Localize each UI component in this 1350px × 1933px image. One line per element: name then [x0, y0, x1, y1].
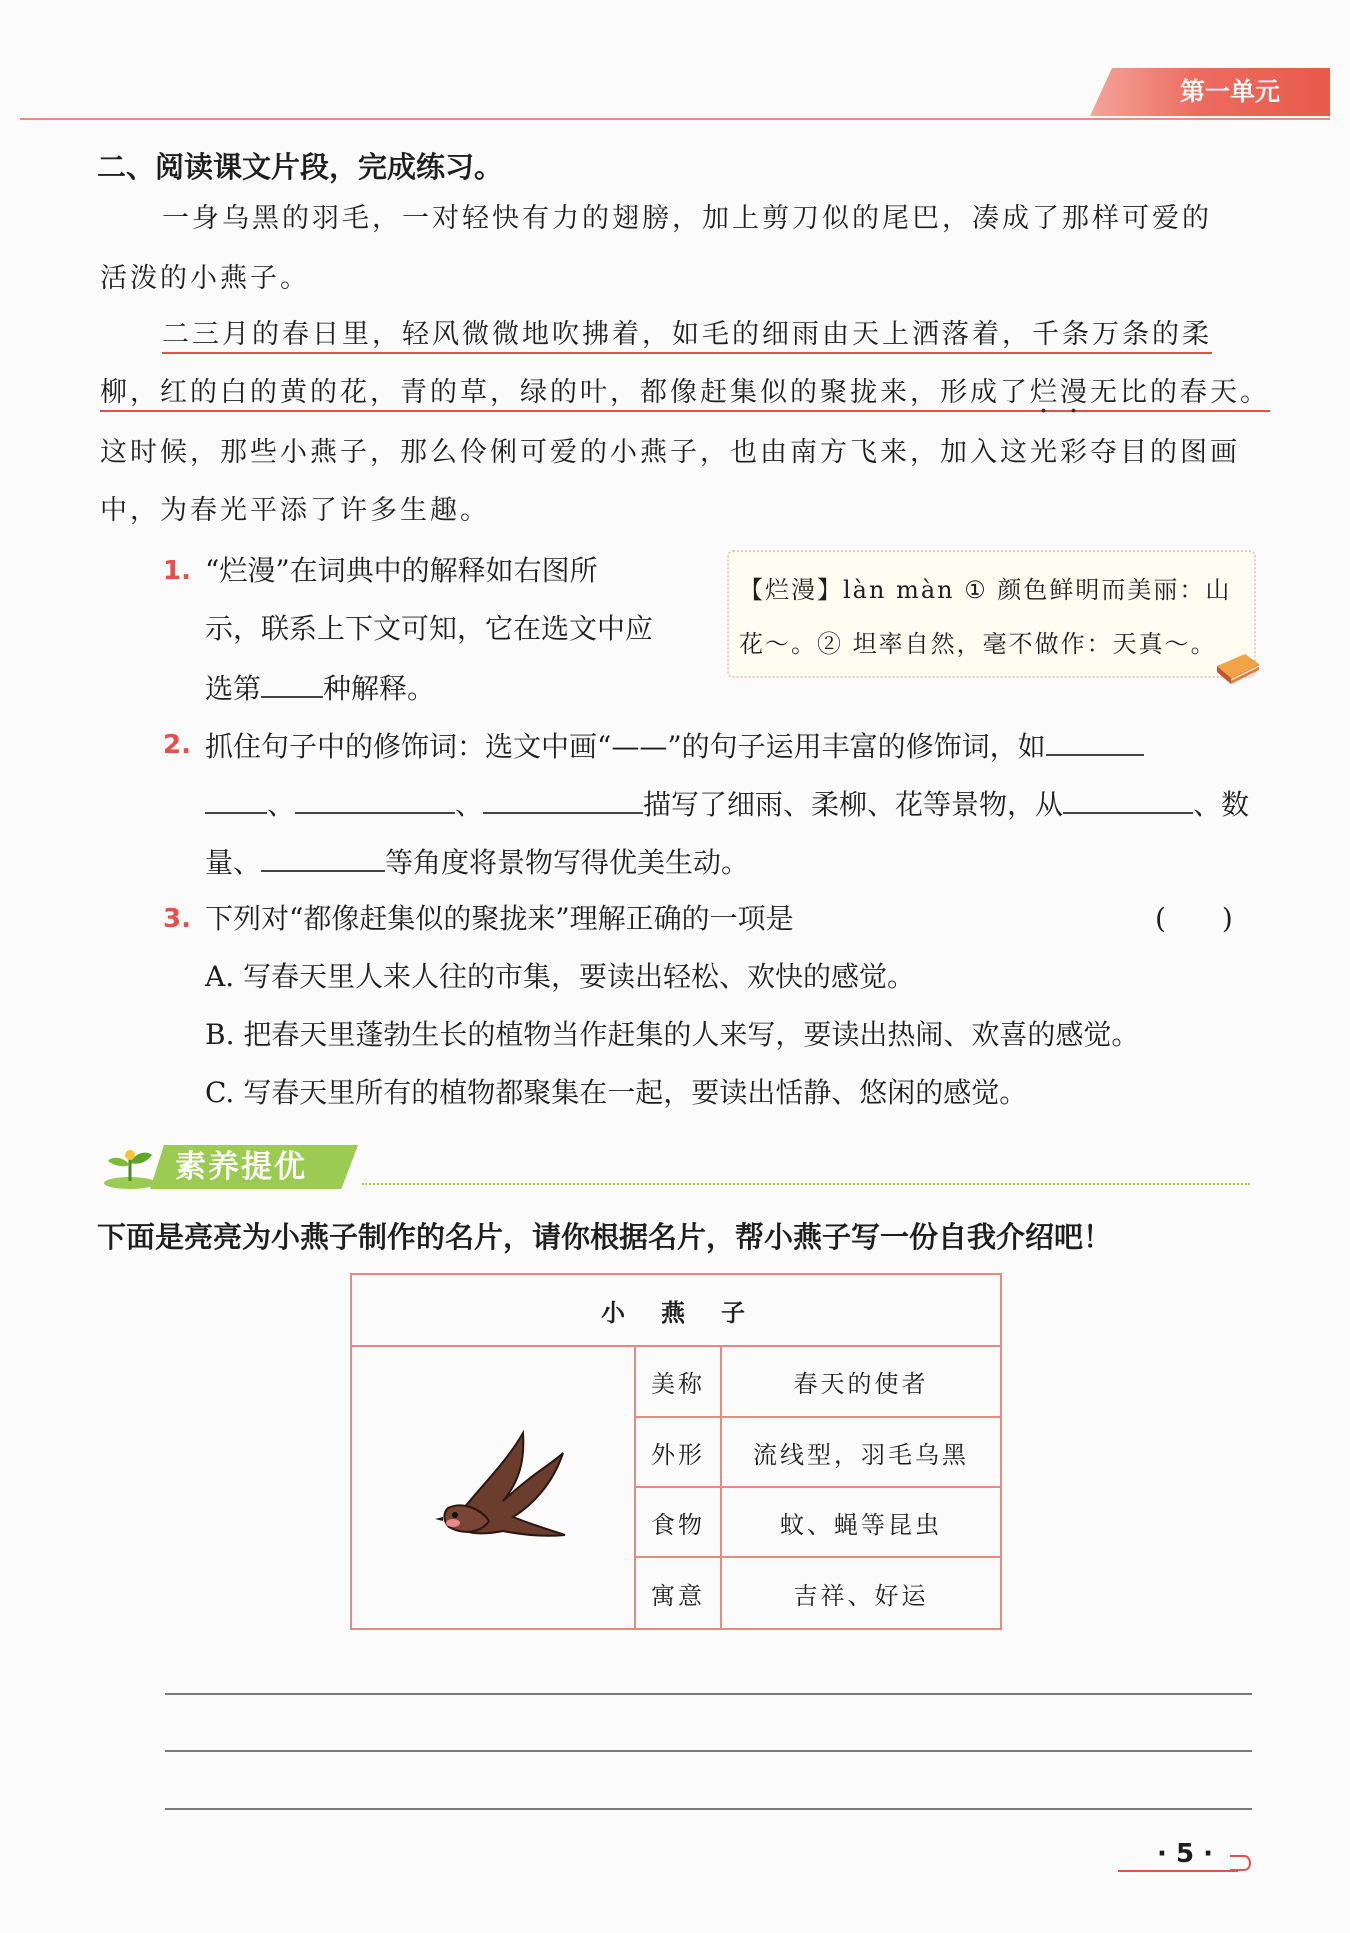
header-rule: [20, 118, 1330, 120]
question-2-text: 量、: [205, 846, 262, 879]
page-number: · 5 ·: [1157, 1839, 1213, 1869]
card-label: 寓意: [636, 1558, 722, 1628]
question-2-text: 抓住句子中的修饰词：选文中画“——”的句子运用丰富的修饰词，如: [205, 730, 1046, 763]
question-1-line2: 示，联系上下文可知，它在选文中应: [205, 612, 654, 645]
question-2-text: 等角度将景物写得优美生动。: [385, 846, 750, 879]
page-number-underline: [1118, 1870, 1238, 1872]
option-b[interactable]: B. 把春天里蓬勃生长的植物当作赶集的人来写，要读出热闹、欢喜的感觉。: [205, 1018, 1140, 1051]
sprout-icon: [100, 1145, 160, 1191]
dictionary-line2: 花～。② 坦率自然，毫不做作：天真～。: [739, 630, 1217, 658]
question-2-line3: [205, 844, 749, 880]
question-1-text: 种解释。: [323, 672, 436, 705]
question-2-text: 、数: [1193, 788, 1250, 821]
answer-blank[interactable]: [1063, 786, 1193, 814]
question-1-line3: [205, 670, 435, 706]
option-a[interactable]: A. 写春天里人来人往的市集，要读出轻松、欢快的感觉。: [205, 960, 916, 993]
question-1-line1: “烂漫”在词典中的解释如右图所: [205, 554, 598, 587]
underlined-sentence-2: [100, 377, 1270, 412]
option-c[interactable]: C. 写春天里所有的植物都聚集在一起，要读出恬静、悠闲的感觉。: [205, 1076, 1028, 1109]
answer-parentheses[interactable]: ( ): [1155, 902, 1233, 935]
name-card: [350, 1273, 1002, 1630]
section-title: 二、阅读课文片段，完成练习。: [97, 150, 504, 184]
page-curl-icon: [1228, 1852, 1254, 1874]
question-3-number: 3.: [163, 904, 191, 934]
writing-line[interactable]: [165, 1750, 1252, 1752]
passage-p2-line2: [100, 376, 1270, 410]
separator: 、: [267, 788, 296, 821]
answer-blank[interactable]: [205, 786, 267, 814]
task-instruction: 下面是亮亮为小燕子制作的名片，请你根据名片，帮小燕子写一份自我介绍吧！: [97, 1220, 1113, 1254]
separator: 、: [455, 788, 484, 821]
passage-p2-line1: [162, 318, 1212, 352]
banner-title: 素养提优: [175, 1149, 307, 1185]
card-title: 小 燕 子: [352, 1275, 1000, 1347]
answer-blank[interactable]: [295, 786, 455, 814]
question-3-stem: 下列对“都像赶集似的聚拢来”理解正确的一项是: [205, 902, 794, 935]
book-icon: [1215, 650, 1261, 686]
card-label: 食物: [636, 1488, 722, 1558]
card-image-cell: [352, 1347, 636, 1628]
writing-line[interactable]: [165, 1693, 1252, 1695]
answer-blank[interactable]: [261, 844, 385, 872]
writing-line[interactable]: [165, 1808, 1252, 1810]
passage-p2-line4: 中，为春光平添了许多生趣。: [100, 495, 490, 526]
question-2-text: 描写了细雨、柔柳、花等景物，从: [643, 788, 1064, 821]
card-value: 蚊、蝇等昆虫: [722, 1488, 1000, 1558]
card-label: 美称: [636, 1347, 722, 1418]
answer-blank[interactable]: [1046, 728, 1144, 756]
passage-p1-line1: 一身乌黑的羽毛，一对轻快有力的翅膀，加上剪刀似的尾巴，凑成了那样可爱的: [162, 203, 1212, 234]
question-2-number: 2.: [163, 730, 191, 760]
dotted-char-2: 漫: [1060, 377, 1090, 408]
card-value: 吉祥、好运: [793, 1581, 929, 1610]
answer-blank[interactable]: [261, 670, 323, 698]
question-1-text: 选第: [205, 672, 262, 705]
underlined-sentence-1: 二三月的春日里，轻风微微地吹拂着，如毛的细雨由天上洒落着，千条万条的柔: [162, 319, 1212, 354]
passage-text: 无比的春天。: [1090, 377, 1270, 408]
dictionary-line1: 【烂漫】làn màn ① 颜色鲜明而美丽：山: [739, 576, 1232, 604]
dotted-char-1: 烂: [1030, 377, 1060, 408]
card-value: 流线型，羽毛乌黑: [722, 1418, 1000, 1488]
dictionary-box: [727, 550, 1256, 678]
swallow-icon: [403, 1413, 583, 1563]
card-value: 春天的使者: [722, 1347, 1000, 1418]
banner-divider: [362, 1183, 1250, 1185]
answer-blank[interactable]: [483, 786, 643, 814]
question-2-line1: [205, 728, 1144, 764]
passage-p1-line2: 活泼的小燕子。: [100, 263, 310, 294]
passage-text: 柳，红的白的黄的花，青的草，绿的叶，都像赶集似的聚拢来，形成了: [100, 377, 1030, 408]
card-label: 外形: [636, 1418, 722, 1488]
passage-p2-line3: 这时候，那些小燕子，那么伶俐可爱的小燕子，也由南方飞来，加入这光彩夺目的图画: [100, 437, 1240, 468]
question-1-number: 1.: [163, 556, 191, 586]
question-2-line2: [205, 786, 1249, 822]
unit-label: 第一单元: [1179, 77, 1280, 106]
